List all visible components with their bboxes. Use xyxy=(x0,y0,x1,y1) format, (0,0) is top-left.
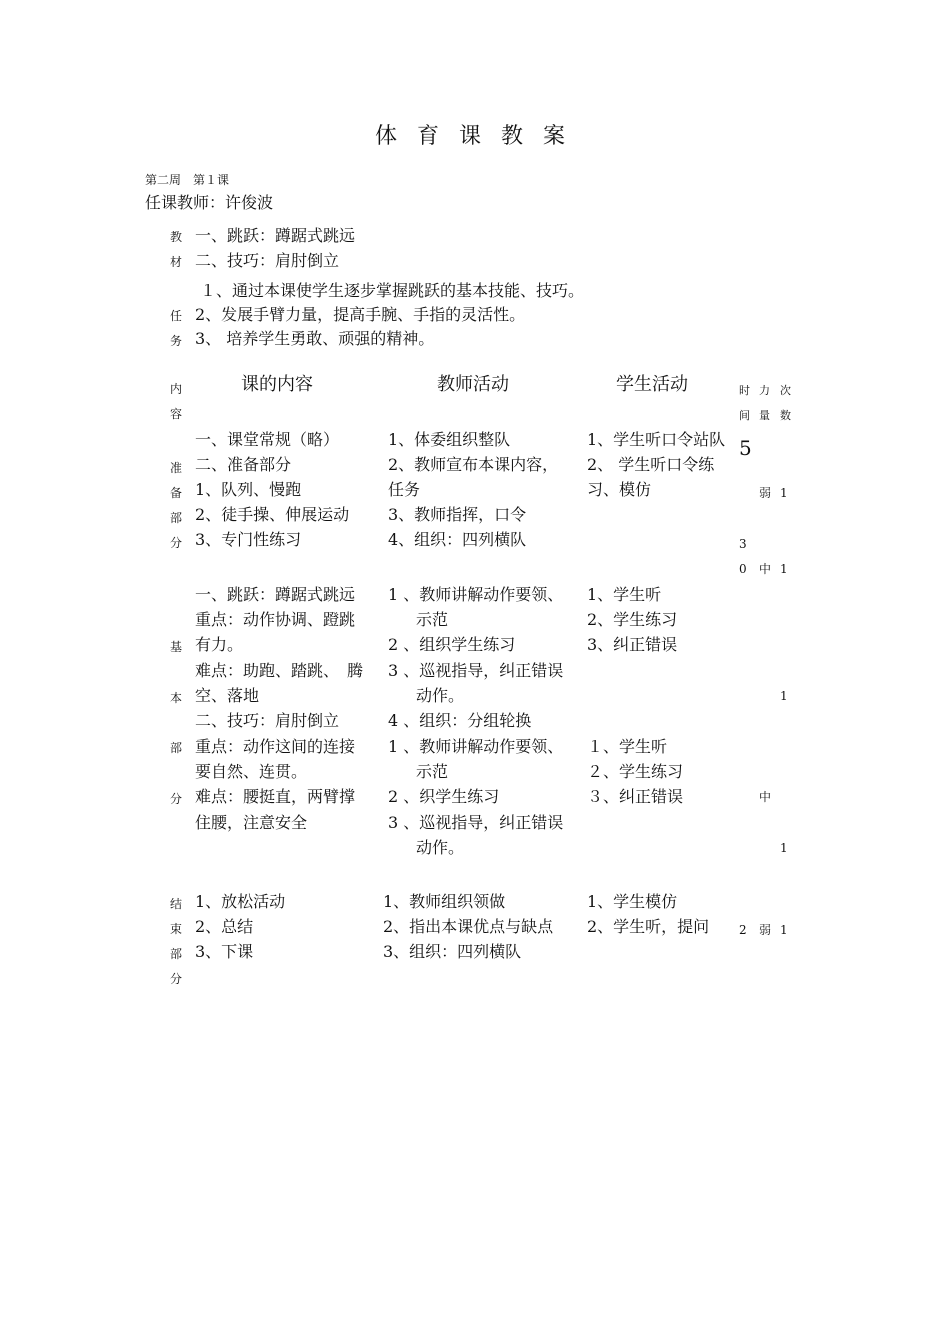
end-teacher: 3、组织：四列横队 xyxy=(383,942,522,961)
task-item: １、通过本课使学生逐步掌握跳跃的基本技能、技巧。 xyxy=(200,281,585,300)
prep-time-digit: 3 xyxy=(739,537,747,551)
basic-content: 难点：腰挺直，两臂撑 xyxy=(195,787,356,806)
basic-student: 1、学生听 xyxy=(587,585,662,604)
basic-teacher: 2 、织学生练习 xyxy=(388,787,500,806)
prep-time-digit: 0 xyxy=(739,562,747,576)
basic-content: 一、跳跃：蹲踞式跳远 xyxy=(195,585,356,604)
header-section-2: 容 xyxy=(170,407,183,421)
end-time: 2 xyxy=(739,923,747,937)
end-label: 分 xyxy=(170,972,183,986)
basic-content: 住腰，注意安全 xyxy=(195,813,308,832)
end-content: 1、放松活动 xyxy=(195,892,286,911)
prep-count: 1 xyxy=(780,562,788,576)
basic-teacher: 动作。 xyxy=(416,686,465,705)
basic-label: 本 xyxy=(170,691,183,705)
basic-count: 1 xyxy=(780,689,788,703)
basic-teacher: 4 、组织：分组轮换 xyxy=(388,711,532,730)
prep-teacher: 4、组织：四列横队 xyxy=(388,530,527,549)
basic-intensity-mid: 中 xyxy=(759,790,772,804)
prep-student: 2、 学生听口令练 xyxy=(587,455,715,474)
basic-label: 部 xyxy=(170,741,183,755)
prep-teacher: 2、教师宣布本课内容， xyxy=(388,455,559,474)
end-label: 结 xyxy=(170,897,183,911)
prep-count: 1 xyxy=(780,486,788,500)
prep-intensity-mid: 中 xyxy=(759,562,772,576)
page-title: 体育课教案 xyxy=(375,124,586,149)
week-lesson: 第二周 第１课 xyxy=(145,173,230,187)
end-label: 束 xyxy=(170,922,183,936)
end-student: 2、学生听，提问 xyxy=(587,917,710,936)
header-count-1: 次 xyxy=(780,384,791,397)
end-count: 1 xyxy=(780,923,788,937)
prep-student: 习、模仿 xyxy=(587,480,652,499)
end-intensity-weak: 弱 xyxy=(759,923,772,937)
basic-teacher: 2 、组织学生练习 xyxy=(388,635,516,654)
prep-teacher: 3、教师指挥，口令 xyxy=(388,505,527,524)
basic-content: 要自然、连贯。 xyxy=(195,762,308,781)
material-item: 一、跳跃：蹲踞式跳远 xyxy=(195,226,356,245)
basic-student: ３、纠正错误 xyxy=(587,787,684,806)
header-count-2: 数 xyxy=(780,409,791,422)
material-item: 二、技巧：肩肘倒立 xyxy=(195,251,340,270)
basic-teacher: 1 、教师讲解动作要领、 xyxy=(388,737,564,756)
end-content: 2、总结 xyxy=(195,917,254,936)
basic-teacher: 3 、巡视指导，纠正错误 xyxy=(388,813,564,832)
basic-student: 3、纠正错误 xyxy=(587,635,678,654)
basic-content: 重点：动作这间的连接 xyxy=(195,737,356,756)
basic-content: 空、落地 xyxy=(195,686,260,705)
prep-content: 一、课堂常规（略） xyxy=(195,430,340,449)
basic-teacher: 动作。 xyxy=(416,838,465,857)
prep-intensity-weak: 弱 xyxy=(759,486,772,500)
basic-student: ２、学生练习 xyxy=(587,762,684,781)
header-section-1: 内 xyxy=(170,382,183,396)
task-label-1: 任 xyxy=(170,309,183,323)
basic-content: 难点：助跑、踏跳、 腾 xyxy=(195,661,364,680)
end-label: 部 xyxy=(170,947,183,961)
prep-content: 二、准备部分 xyxy=(195,455,292,474)
task-item: 2、发展手臂力量，提高手腕、手指的灵活性。 xyxy=(195,305,526,324)
header-intensity-1: 力 xyxy=(759,384,770,397)
material-label-2: 材 xyxy=(170,255,183,269)
prep-student: 1、学生听口令站队 xyxy=(587,430,726,449)
header-time-1: 时 xyxy=(739,384,750,397)
material-label-1: 教 xyxy=(170,230,183,244)
prep-teacher: 任务 xyxy=(388,480,421,499)
prep-label: 备 xyxy=(170,486,183,500)
prep-label: 准 xyxy=(170,461,183,475)
end-teacher: 2、指出本课优点与缺点 xyxy=(383,917,554,936)
basic-content: 有力。 xyxy=(195,635,244,654)
basic-label: 分 xyxy=(170,792,183,806)
task-label-2: 务 xyxy=(170,334,183,348)
basic-count: 1 xyxy=(780,841,788,855)
header-content: 课的内容 xyxy=(241,374,313,395)
header-intensity-2: 量 xyxy=(759,409,770,422)
basic-teacher: 1 、教师讲解动作要领、 xyxy=(388,585,564,604)
teacher-name: 任课教师：许俊波 xyxy=(145,193,274,212)
task-item: 3、 培养学生勇敢、顽强的精神。 xyxy=(195,329,435,348)
end-teacher: 1、教师组织领做 xyxy=(383,892,506,911)
basic-teacher: 3 、巡视指导，纠正错误 xyxy=(388,661,564,680)
prep-label: 部 xyxy=(170,511,183,525)
header-teacher: 教师活动 xyxy=(437,374,509,395)
basic-teacher: 示范 xyxy=(416,762,449,781)
basic-label: 基 xyxy=(170,640,183,654)
prep-content: 1、队列、慢跑 xyxy=(195,480,302,499)
basic-student: 2、学生练习 xyxy=(587,610,678,629)
basic-content: 二、技巧：肩肘倒立 xyxy=(195,711,340,730)
prep-time: 5 xyxy=(739,436,752,460)
header-time-2: 间 xyxy=(739,409,750,422)
header-student: 学生活动 xyxy=(616,374,688,395)
prep-content: 2、徒手操、伸展运动 xyxy=(195,505,350,524)
prep-teacher: 1、体委组织整队 xyxy=(388,430,511,449)
basic-teacher: 示范 xyxy=(416,610,449,629)
end-student: 1、学生模仿 xyxy=(587,892,678,911)
prep-label: 分 xyxy=(170,536,183,550)
basic-student: １、学生听 xyxy=(587,737,668,756)
prep-content: 3、专门性练习 xyxy=(195,530,302,549)
end-content: 3、下课 xyxy=(195,942,254,961)
basic-content: 重点：动作协调、蹬跳 xyxy=(195,610,356,629)
